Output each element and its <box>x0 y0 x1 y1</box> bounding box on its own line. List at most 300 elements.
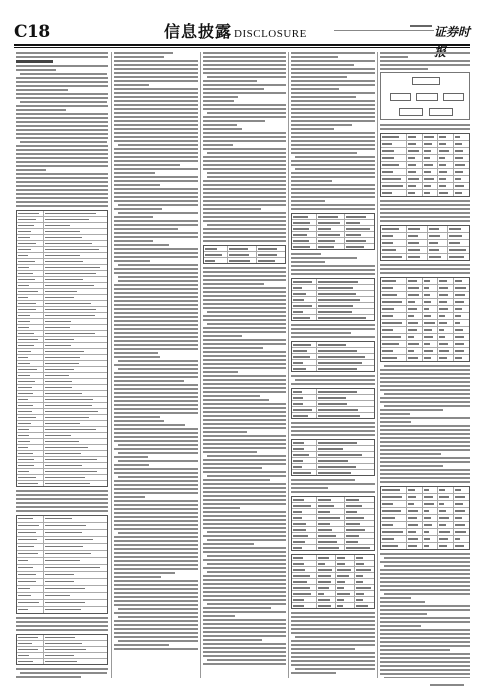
table-cell <box>428 233 449 239</box>
text-line <box>203 279 286 281</box>
text-line <box>203 216 286 218</box>
table-cell <box>407 334 422 340</box>
text-line <box>203 339 286 341</box>
table-cell <box>292 446 317 451</box>
text-line <box>203 371 238 373</box>
text-line <box>291 84 375 86</box>
table-cell <box>317 585 336 590</box>
text-line <box>291 324 375 326</box>
text-line <box>291 196 375 198</box>
table-cell <box>17 451 44 456</box>
table-cell <box>317 527 346 532</box>
table-cell <box>355 579 374 584</box>
table-cell <box>17 572 44 578</box>
table-cell <box>423 278 438 284</box>
table-cell <box>407 522 422 528</box>
table-row <box>17 572 107 579</box>
text-line <box>203 479 270 481</box>
diagram-box <box>416 93 437 101</box>
table-cell <box>317 515 346 520</box>
paragraph-heading <box>16 60 53 63</box>
text-line <box>203 375 286 377</box>
text-line <box>295 168 375 170</box>
table-cell <box>448 233 469 239</box>
data-table <box>380 225 470 261</box>
table-cell <box>292 291 317 296</box>
text-line <box>203 64 286 66</box>
text-line <box>114 52 173 54</box>
table-cell <box>407 306 422 312</box>
table-cell <box>381 183 407 189</box>
text-line <box>203 108 286 110</box>
text-line <box>291 56 338 58</box>
text-line <box>118 368 198 370</box>
text-line <box>380 645 470 647</box>
text-line <box>380 581 470 583</box>
text-line <box>380 52 470 54</box>
table-cell <box>438 529 453 535</box>
table-cell <box>44 343 107 348</box>
table-cell <box>423 183 438 189</box>
table-cell <box>44 516 107 522</box>
table-cell <box>44 439 107 444</box>
table-row <box>381 494 469 501</box>
table-cell <box>44 433 107 438</box>
text-line <box>114 256 198 258</box>
table-cell <box>336 603 355 608</box>
table-row <box>17 659 107 664</box>
text-line <box>203 547 286 549</box>
data-table <box>203 245 286 264</box>
text-line <box>380 220 470 222</box>
text-line <box>114 324 198 326</box>
text-line <box>114 252 198 254</box>
text-line <box>114 316 198 318</box>
table-row <box>381 190 469 196</box>
text-line <box>16 56 108 58</box>
table-cell <box>454 169 469 175</box>
table-cell <box>317 413 374 418</box>
table-cell <box>17 653 44 658</box>
table-cell <box>428 226 449 232</box>
text-line <box>114 428 198 430</box>
table-cell <box>44 600 107 606</box>
text-line <box>380 204 470 206</box>
table-cell <box>17 565 44 571</box>
table-cell <box>17 415 44 420</box>
table-cell <box>381 162 407 168</box>
text-line <box>291 132 375 134</box>
table-cell <box>44 530 107 536</box>
text-line <box>380 64 470 66</box>
table-cell <box>44 445 107 450</box>
text-line <box>203 423 286 425</box>
text-line <box>20 672 107 674</box>
text-line <box>291 96 356 98</box>
table-cell <box>345 545 374 550</box>
table-row <box>381 487 469 494</box>
table-row <box>17 593 107 600</box>
table-cell <box>17 325 44 330</box>
table-cell <box>17 289 44 294</box>
table-cell <box>204 258 228 263</box>
text-line <box>380 429 470 431</box>
table-cell <box>44 277 107 282</box>
data-table <box>291 554 375 609</box>
text-line <box>207 311 286 313</box>
table-row <box>381 515 469 522</box>
text-line <box>114 472 198 474</box>
table-row <box>381 183 469 190</box>
table-cell <box>381 254 407 260</box>
table-cell <box>317 464 374 469</box>
table-cell <box>17 530 44 536</box>
column-4 <box>291 52 375 678</box>
text-line <box>203 507 240 509</box>
text-line <box>203 164 286 166</box>
text-line <box>380 473 470 475</box>
text-line <box>203 267 286 269</box>
table-row <box>381 247 469 254</box>
text-line <box>380 369 470 371</box>
table-cell <box>407 341 422 347</box>
table-cell <box>407 515 422 521</box>
table-cell <box>292 354 317 359</box>
table-row <box>292 603 374 608</box>
table-cell <box>355 561 374 566</box>
text-line <box>291 204 375 206</box>
table-cell <box>423 543 438 549</box>
table-cell <box>44 319 107 324</box>
table-cell <box>292 533 317 538</box>
table-cell <box>17 551 44 557</box>
table-cell <box>292 342 317 347</box>
text-line <box>114 72 198 74</box>
text-line <box>203 327 286 329</box>
text-line <box>114 232 198 234</box>
table-cell <box>17 469 44 474</box>
table-cell <box>317 309 374 314</box>
table-cell <box>292 591 317 596</box>
text-line <box>16 185 108 187</box>
text-line <box>114 572 175 574</box>
text-line <box>16 157 108 159</box>
table-row <box>381 508 469 515</box>
text-line <box>20 141 107 143</box>
table-cell <box>17 481 44 486</box>
text-line <box>114 184 160 186</box>
text-line <box>203 487 286 489</box>
text-line <box>203 315 286 317</box>
text-line <box>16 189 108 191</box>
text-line <box>16 621 108 623</box>
text-line <box>114 328 198 330</box>
text-line <box>114 636 198 638</box>
table-cell <box>292 470 317 475</box>
text-line <box>203 639 262 641</box>
table-cell <box>17 593 44 599</box>
table-cell <box>407 134 422 140</box>
table-cell <box>44 307 107 312</box>
table-cell <box>17 265 44 270</box>
table-cell <box>381 501 407 507</box>
table-cell <box>454 176 469 182</box>
text-line <box>16 205 108 207</box>
text-line <box>203 403 286 405</box>
data-table <box>380 133 470 197</box>
table-row <box>381 254 469 260</box>
table-cell <box>423 292 438 298</box>
table-cell <box>17 523 44 529</box>
text-line <box>114 288 198 290</box>
text-line <box>203 591 286 593</box>
table-cell <box>17 253 44 258</box>
data-table <box>291 388 375 419</box>
table-cell <box>292 244 317 249</box>
text-line <box>384 365 470 367</box>
table-cell <box>44 379 107 384</box>
table-cell <box>423 536 438 542</box>
text-line <box>203 160 286 162</box>
table-cell <box>345 226 374 231</box>
text-line <box>16 65 108 67</box>
text-line <box>114 352 158 354</box>
table-cell <box>438 508 453 514</box>
table-row <box>381 327 469 334</box>
table-cell <box>423 148 438 154</box>
table-cell <box>44 593 107 599</box>
table-row <box>381 306 469 313</box>
text-line <box>203 128 242 130</box>
text-line <box>114 172 155 174</box>
table-cell <box>17 537 44 543</box>
table-cell <box>355 597 374 602</box>
table-cell <box>381 292 407 298</box>
table-cell <box>438 320 453 326</box>
table-cell <box>317 354 374 359</box>
text-line <box>203 307 286 309</box>
diagram-box <box>412 77 440 85</box>
table-cell <box>438 327 453 333</box>
text-line <box>291 60 375 62</box>
table-cell <box>381 169 407 175</box>
text-line <box>380 577 470 579</box>
text-line <box>291 491 375 493</box>
table-cell <box>317 297 374 302</box>
table-cell <box>44 544 107 550</box>
table-cell <box>381 148 407 154</box>
text-line <box>291 483 375 485</box>
table-cell <box>44 415 107 420</box>
table-cell <box>17 271 44 276</box>
text-line <box>114 564 198 566</box>
text-line <box>207 475 286 477</box>
text-line <box>380 272 470 274</box>
text-line <box>114 116 198 118</box>
table-cell <box>317 497 346 502</box>
text-line <box>114 136 198 138</box>
text-line <box>114 544 198 546</box>
text-line <box>203 367 286 369</box>
text-line <box>380 397 470 399</box>
text-line <box>291 116 375 118</box>
table-row <box>381 176 469 183</box>
table-cell <box>438 355 453 361</box>
table-cell <box>44 247 107 252</box>
table-cell <box>381 529 407 535</box>
text-line <box>380 601 425 603</box>
text-line <box>380 413 410 415</box>
text-line <box>380 433 470 435</box>
text-line <box>380 453 441 455</box>
table-cell <box>292 539 317 544</box>
table-cell <box>44 367 107 372</box>
table-cell <box>407 327 422 333</box>
table-cell <box>423 306 438 312</box>
text-line <box>16 490 108 492</box>
text-line <box>16 173 108 175</box>
table-cell <box>407 233 428 239</box>
text-line <box>384 565 470 567</box>
table-cell <box>44 523 107 529</box>
table-cell <box>454 536 469 542</box>
text-line <box>114 632 198 634</box>
diagram-box <box>443 93 464 101</box>
text-line <box>114 484 198 486</box>
text-line <box>291 76 347 78</box>
table-cell <box>44 295 107 300</box>
table-cell <box>345 244 374 249</box>
table-cell <box>17 295 44 300</box>
table-cell <box>17 516 44 522</box>
text-line <box>203 643 286 645</box>
text-line <box>207 659 286 661</box>
text-line <box>114 272 198 274</box>
table-cell <box>292 401 317 406</box>
text-line <box>291 253 321 255</box>
table-cell <box>317 389 374 394</box>
table-cell <box>317 291 374 296</box>
text-line <box>114 392 198 394</box>
table-cell <box>17 241 44 246</box>
table-cell <box>17 373 44 378</box>
table-cell <box>44 271 107 276</box>
page-number: C18 <box>14 22 50 42</box>
table-cell <box>44 361 107 366</box>
table-cell <box>17 397 44 402</box>
table-cell <box>423 501 438 507</box>
table-cell <box>204 246 228 251</box>
text-line <box>295 636 375 638</box>
text-line <box>114 304 198 306</box>
table-cell <box>317 458 374 463</box>
text-line <box>203 443 286 445</box>
text-line <box>16 494 108 496</box>
text-line <box>203 228 286 230</box>
table-row <box>17 579 107 586</box>
text-line <box>291 200 325 202</box>
text-line <box>380 613 427 615</box>
table-cell <box>317 440 374 445</box>
table-cell <box>345 521 374 526</box>
text-line <box>114 192 198 194</box>
text-line <box>203 519 286 521</box>
table-cell <box>438 522 453 528</box>
table-cell <box>44 427 107 432</box>
table-cell <box>292 561 317 566</box>
table-cell <box>44 647 107 652</box>
text-line <box>380 373 470 375</box>
text-line <box>380 60 470 62</box>
table-cell <box>44 265 107 270</box>
text-line <box>380 469 470 471</box>
table-cell <box>381 247 407 253</box>
table-cell <box>423 313 438 319</box>
table-cell <box>407 487 422 493</box>
table-row <box>17 481 107 486</box>
text-line <box>291 328 375 330</box>
text-line <box>203 523 286 525</box>
text-line <box>114 384 198 386</box>
text-line <box>203 303 286 305</box>
table-cell <box>428 240 449 246</box>
table-cell <box>317 539 346 544</box>
text-line <box>291 136 375 138</box>
text-line <box>291 487 328 489</box>
table-cell <box>292 515 317 520</box>
table-cell <box>292 603 317 608</box>
table-cell <box>292 521 317 526</box>
table-cell <box>454 299 469 305</box>
table-cell <box>204 252 228 257</box>
table-cell <box>438 306 453 312</box>
table-cell <box>381 134 407 140</box>
text-line <box>380 605 470 607</box>
table-cell <box>381 536 407 542</box>
text-line <box>380 425 470 427</box>
text-line <box>380 56 408 58</box>
text-line <box>203 599 286 601</box>
text-line <box>203 232 286 234</box>
text-line <box>114 456 148 458</box>
text-line <box>291 152 357 154</box>
text-line <box>380 389 470 391</box>
text-line <box>114 180 198 182</box>
text-line <box>114 68 198 70</box>
table-cell <box>292 527 317 532</box>
text-line <box>16 197 108 199</box>
text-line <box>291 640 375 642</box>
text-line <box>207 563 286 565</box>
text-line <box>114 440 198 442</box>
text-line <box>203 419 286 421</box>
text-line <box>114 568 198 570</box>
text-line <box>203 359 286 361</box>
text-line <box>203 295 286 297</box>
table-row <box>381 355 469 361</box>
table-cell <box>292 503 317 508</box>
table-cell <box>355 573 374 578</box>
text-line <box>291 257 357 259</box>
text-line <box>118 264 198 266</box>
table-cell <box>292 545 317 550</box>
text-line <box>291 332 351 334</box>
table-cell <box>454 278 469 284</box>
table-cell <box>448 240 469 246</box>
table-row <box>381 536 469 543</box>
text-line <box>291 188 375 190</box>
text-line <box>384 557 470 559</box>
